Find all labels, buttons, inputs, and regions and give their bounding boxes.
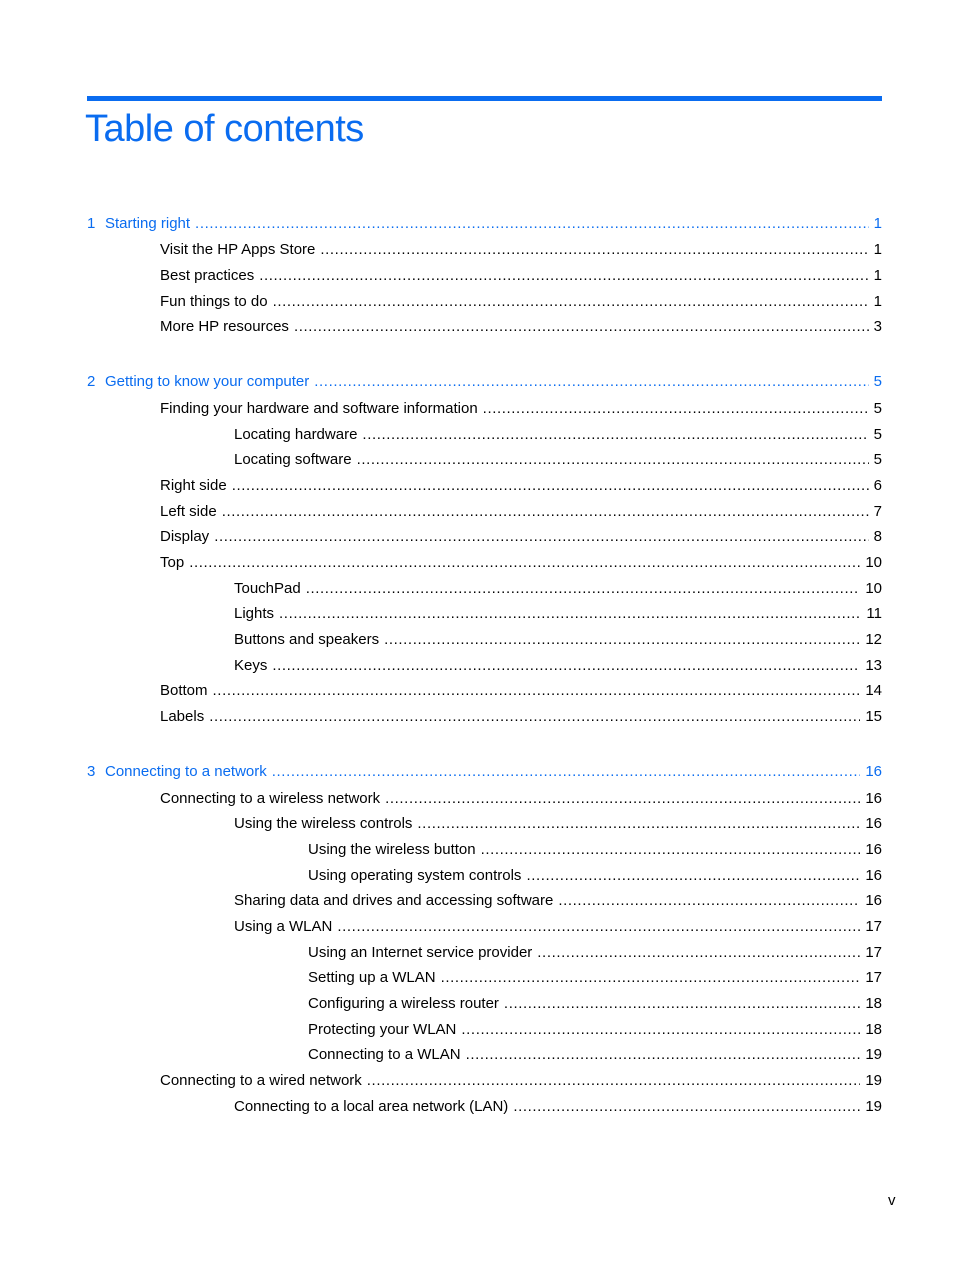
toc-entry[interactable] [234, 917, 882, 937]
toc-entry-label: Locating hardware [234, 426, 358, 443]
toc-entry[interactable] [160, 789, 882, 809]
toc-dot-leader [558, 891, 860, 911]
toc-entry-label: Using the wireless button [308, 841, 476, 858]
toc-entry-page: 14 [865, 682, 882, 699]
toc-entry[interactable] [160, 502, 882, 522]
toc-dot-leader [209, 707, 860, 727]
toc-entry-label: Using a WLAN [234, 918, 333, 935]
toc-entry[interactable] [160, 1071, 882, 1091]
toc-entry-label: Best practices [160, 267, 255, 284]
toc-entry-page: 19 [865, 1098, 882, 1115]
toc-entry[interactable] [234, 579, 882, 599]
toc-entry-page: 16 [865, 763, 882, 780]
toc-entry-page: 1 [873, 241, 882, 258]
toc-entry-label: Fun things to do [160, 293, 268, 310]
toc-dot-leader [294, 317, 869, 337]
toc-entry-label: Sharing data and drives and accessing software [234, 892, 554, 909]
toc-entry[interactable] [160, 681, 882, 701]
toc-entry-label: Protecting your WLAN [308, 1021, 457, 1038]
toc-entry-label: TouchPad [234, 580, 301, 597]
page-number: v [888, 1192, 896, 1209]
toc-entry-label: Starting right [105, 215, 191, 232]
toc-dot-leader [222, 502, 869, 522]
toc-dot-leader [384, 630, 860, 650]
toc-entry-label: Left side [160, 503, 217, 520]
page-title: Table of contents [85, 108, 364, 150]
toc-dot-leader [279, 604, 861, 624]
toc-entry-page: 16 [865, 867, 882, 884]
toc-entry[interactable] [308, 840, 882, 860]
toc-dot-leader [213, 681, 861, 701]
toc-entry[interactable] [160, 240, 882, 260]
toc-chapter-number: 1 [87, 215, 96, 232]
toc-entry[interactable] [308, 994, 882, 1014]
toc-entry[interactable] [308, 943, 882, 963]
toc-entry[interactable] [234, 656, 882, 676]
toc-entry-label: Locating software [234, 451, 352, 468]
toc-dot-leader [513, 1097, 860, 1117]
toc-entry-label: Keys [234, 657, 268, 674]
toc-entry[interactable] [234, 604, 882, 624]
toc-entry[interactable] [160, 266, 882, 286]
toc-dot-leader [481, 840, 861, 860]
toc-entry-page: 1 [873, 215, 882, 232]
toc-dot-leader [195, 214, 869, 234]
toc-entry-label: Connecting to a WLAN [308, 1046, 461, 1063]
toc-entry[interactable] [160, 317, 882, 337]
toc-entry-label: More HP resources [160, 318, 289, 335]
toc-entry-page: 10 [865, 554, 882, 571]
toc-entry-page: 1 [873, 267, 882, 284]
toc-entry-label: Getting to know your computer [105, 373, 310, 390]
toc-entry-page: 17 [865, 918, 882, 935]
toc-entry-label: Right side [160, 477, 227, 494]
toc-entry-label: Finding your hardware and software information [160, 400, 478, 417]
toc-dot-leader [314, 372, 868, 392]
toc-entry-page: 13 [865, 657, 882, 674]
toc-entry-label: Visit the HP Apps Store [160, 241, 316, 258]
toc-dot-leader [306, 579, 861, 599]
toc-entry-page: 17 [865, 944, 882, 961]
toc-dot-leader [337, 917, 860, 937]
toc-dot-leader [273, 292, 869, 312]
toc-entry-page: 18 [865, 995, 882, 1012]
toc-entry[interactable] [234, 814, 882, 834]
toc-entry[interactable] [308, 1020, 882, 1040]
toc-entry[interactable] [234, 630, 882, 650]
toc-dot-leader [483, 399, 869, 419]
toc-entry-page: 6 [873, 477, 882, 494]
toc-entry[interactable] [308, 1045, 882, 1065]
toc-chapter-number: 2 [87, 373, 96, 390]
toc-entry-label: Connecting to a wired network [160, 1072, 362, 1089]
toc-entry-page: 12 [865, 631, 882, 648]
toc-entry-page: 16 [865, 892, 882, 909]
toc-entry[interactable] [160, 707, 882, 727]
toc-entry-page: 16 [865, 790, 882, 807]
toc-dot-leader [526, 866, 860, 886]
toc-entry[interactable] [308, 968, 882, 988]
toc-dot-leader [232, 476, 869, 496]
toc-entry-page: 19 [865, 1072, 882, 1089]
toc-dot-leader [417, 814, 860, 834]
toc-entry-label: Buttons and speakers [234, 631, 380, 648]
toc-entry-label: Configuring a wireless router [308, 995, 499, 1012]
toc-entry[interactable] [160, 527, 882, 547]
toc-entry[interactable] [234, 891, 882, 911]
toc-entry-page: 16 [865, 841, 882, 858]
toc-entry-page: 5 [873, 373, 882, 390]
toc-entry-page: 5 [873, 451, 882, 468]
toc-dot-leader [367, 1071, 861, 1091]
toc-entry-page: 10 [865, 580, 882, 597]
toc-dot-leader [362, 425, 868, 445]
toc-entry[interactable] [234, 1097, 882, 1117]
toc-dot-leader [385, 789, 860, 809]
toc-entry-label: Top [160, 554, 185, 571]
toc-entry-page: 3 [873, 318, 882, 335]
toc-dot-leader [320, 240, 868, 260]
toc-chapter-entry[interactable] [87, 762, 882, 782]
toc-dot-leader [504, 994, 860, 1014]
toc-dot-leader [441, 968, 861, 988]
toc-entry[interactable] [160, 476, 882, 496]
toc-entry-label: Setting up a WLAN [308, 969, 436, 986]
toc-entry-label: Connecting to a wireless network [160, 790, 381, 807]
toc-entry-page: 11 [866, 605, 882, 622]
toc-entry-label: Using operating system controls [308, 867, 522, 884]
toc-entry-label: Labels [160, 708, 205, 725]
toc-dot-leader [214, 527, 868, 547]
toc-chapter-entry[interactable] [87, 214, 882, 234]
toc-dot-leader [189, 553, 860, 573]
toc-entry-label: Using the wireless controls [234, 815, 413, 832]
toc-entry-label: Bottom [160, 682, 208, 699]
toc-entry-page: 16 [865, 815, 882, 832]
toc-entry-page: 17 [865, 969, 882, 986]
toc-entry-label: Display [160, 528, 210, 545]
toc-chapter-entry[interactable] [87, 372, 882, 392]
toc-dot-leader [272, 656, 860, 676]
toc-entry-page: 15 [865, 708, 882, 725]
toc-entry[interactable] [160, 553, 882, 573]
toc-entry-label: Lights [234, 605, 275, 622]
toc-entry-label: Using an Internet service provider [308, 944, 533, 961]
toc-dot-leader [259, 266, 868, 286]
toc-entry-page: 1 [873, 293, 882, 310]
toc-entry[interactable] [160, 399, 882, 419]
toc-dot-leader [272, 762, 861, 782]
toc-entry-label: Connecting to a local area network (LAN) [234, 1098, 509, 1115]
toc-dot-leader [461, 1020, 860, 1040]
toc-entry-page: 5 [873, 426, 882, 443]
toc-entry-label: Connecting to a network [105, 763, 267, 780]
toc-dot-leader [466, 1045, 861, 1065]
toc-entry-page: 5 [873, 400, 882, 417]
toc-entry[interactable] [234, 425, 882, 445]
toc-entry-page: 18 [865, 1021, 882, 1038]
toc-entry-page: 19 [865, 1046, 882, 1063]
toc-entry-page: 8 [873, 528, 882, 545]
toc-entry[interactable] [160, 292, 882, 312]
toc-entry[interactable] [234, 450, 882, 470]
toc-dot-leader [357, 450, 869, 470]
toc-chapter-number: 3 [87, 763, 96, 780]
toc-dot-leader [537, 943, 860, 963]
toc-entry-page: 7 [873, 503, 882, 520]
toc-entry[interactable] [308, 866, 882, 886]
